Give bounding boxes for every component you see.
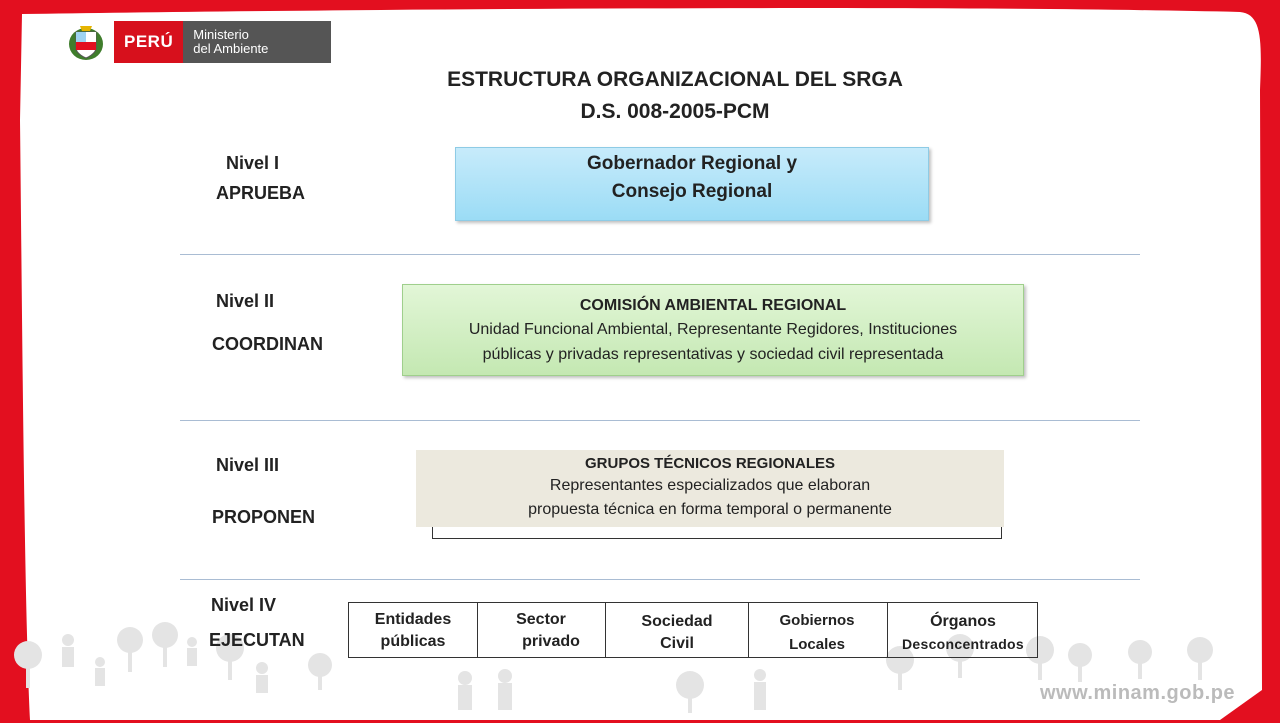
nivel2-heading: COMISIÓN AMBIENTAL REGIONAL [579, 297, 847, 314]
nivel3-line1: Representantes especializados que elaboran [549, 477, 871, 494]
executor-line2: privado [522, 633, 580, 650]
executor-sociedad [605, 603, 749, 657]
level-3-name: Nivel III [216, 455, 280, 475]
nivel2-box [402, 284, 1024, 376]
slide-subtitle: D.S. 008-2005-PCM [580, 100, 770, 123]
executors-row [348, 602, 1038, 658]
nivel3-line2: propuesta técnica en forma temporal o permanente [528, 501, 892, 518]
nivel2-line1: Unidad Funcional Ambiental, Representante Regidores, Instituciones [468, 321, 958, 338]
executor-line2: públicas [380, 633, 446, 650]
executor-sector [477, 603, 605, 657]
level-divider [180, 420, 1140, 421]
level-3-verb: PROPONEN [212, 507, 316, 527]
coat-of-arms-icon [66, 20, 106, 64]
nivel3-box [416, 450, 1004, 527]
executor-line1: Órganos [930, 613, 996, 630]
website-url: www.minam.gob.pe [1040, 682, 1236, 704]
executor-line1: Gobiernos [779, 612, 855, 629]
executor-line1: Sociedad [641, 613, 713, 630]
level-4-verb: EJECUTAN [209, 630, 305, 650]
peru-label: PERÚ [114, 21, 183, 63]
level-divider [180, 579, 1140, 580]
nivel2-line2: públicas y privadas representativas y sociedad civil representada [482, 346, 944, 363]
nivel1-line2: Consejo Regional [611, 181, 773, 202]
level-divider [180, 254, 1140, 255]
executor-entidades [349, 603, 477, 657]
level-2-verb: COORDINAN [212, 334, 323, 354]
level-1-verb: APRUEBA [216, 183, 306, 203]
level-4-name: Nivel IV [211, 595, 277, 615]
executor-line1: Sector [516, 611, 566, 628]
page-number: 15 [1060, 708, 1075, 723]
ministry-line2: del Ambiente [193, 41, 269, 56]
nivel1-line1: Gobernador Regional y [586, 153, 798, 174]
level-1-name: Nivel I [226, 153, 280, 173]
executor-organos [888, 603, 1038, 657]
minam-logo [66, 20, 340, 64]
slide-title: ESTRUCTURA ORGANIZACIONAL DEL SRGA [447, 68, 903, 91]
nivel3-heading: GRUPOS TÉCNICOS REGIONALES [584, 455, 836, 472]
nivel1-box [455, 147, 929, 221]
level-2-name: Nivel II [216, 291, 275, 311]
ministry-line1: Ministerio [193, 27, 249, 42]
ministry-name [183, 21, 331, 63]
executor-gobiernos [749, 603, 885, 657]
executor-line1: Entidades [374, 611, 452, 628]
executor-line2: Civil [660, 635, 694, 652]
executor-line2: Locales [789, 636, 845, 653]
executor-line2: Desconcentrados [902, 636, 1024, 652]
